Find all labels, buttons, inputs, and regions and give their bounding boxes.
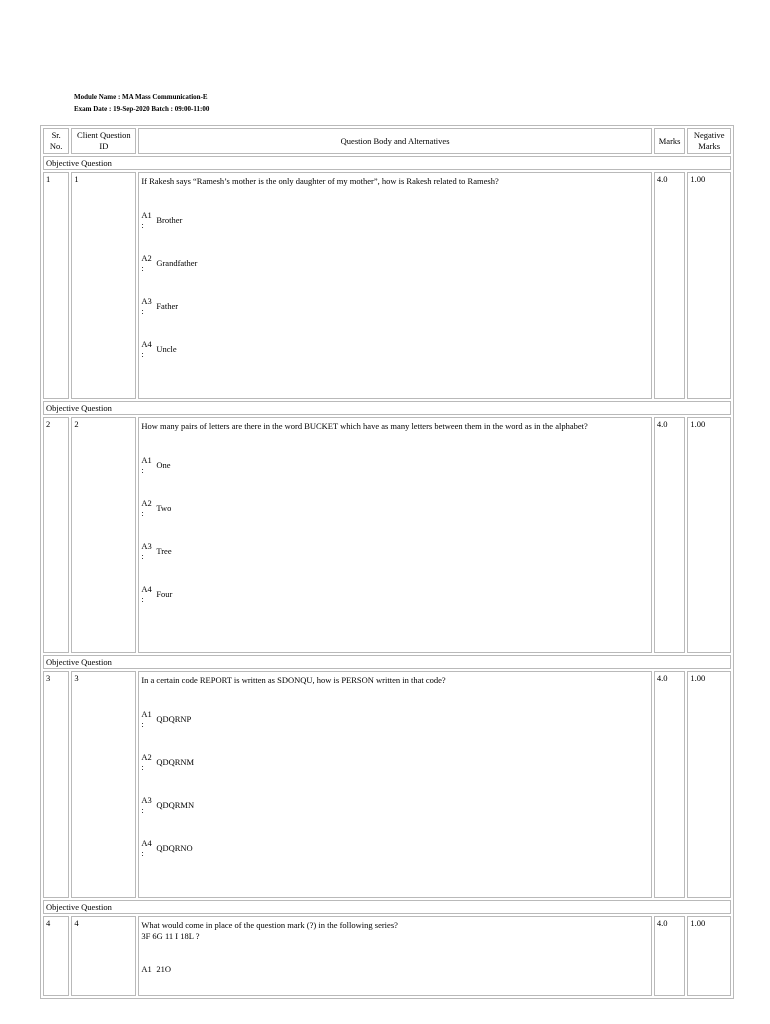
module-name: Module Name : MA Mass Communication-E — [74, 93, 208, 101]
col-negative-marks: Negative Marks — [687, 128, 731, 154]
section-label: Objective Question — [43, 655, 731, 669]
alternative-text: QDQRNO — [156, 843, 193, 853]
question-body — [138, 916, 652, 996]
question-body — [138, 172, 652, 399]
question-text: What would come in place of the question mark (?) in the following series? — [141, 920, 398, 930]
alternative: A3 : Father — [141, 296, 179, 316]
alternative — [141, 964, 649, 974]
alternative-text: QDQRMN — [156, 800, 195, 810]
alternative-tag: A3 — [141, 296, 152, 306]
alternative-tag: A1 — [141, 210, 152, 220]
alternative-tag: A2 — [141, 752, 152, 762]
alternative-text: Grandfather — [156, 258, 198, 268]
alternative-text: 21O — [156, 964, 171, 974]
alternative-text: One — [156, 460, 171, 470]
marks: 4.0 — [654, 916, 685, 996]
alternative: A4 : Uncle — [141, 339, 177, 359]
alternative: A1 : One — [141, 455, 171, 475]
alternative: A3 : QDQRMN — [141, 795, 195, 815]
negative-marks: 1.00 — [687, 417, 731, 653]
alternative-tag: A2 — [141, 253, 152, 263]
section-row — [43, 900, 731, 914]
alternative-tag: A3 — [141, 795, 152, 805]
question-series: 3F 6G 11 I 18L ? — [141, 931, 200, 941]
question-body — [138, 417, 652, 653]
alternative-tag: A2 — [141, 498, 152, 508]
alternative-text: QDQRNM — [156, 757, 195, 767]
alternative: A2 : Grandfather — [141, 253, 198, 273]
alternative-tag: A1 — [141, 964, 152, 974]
sr-no: 1 — [43, 172, 69, 399]
question-body — [138, 671, 652, 898]
alternative: A4 : Four — [141, 584, 173, 604]
negative-marks: 1.00 — [687, 172, 731, 399]
marks: 4.0 — [654, 671, 685, 898]
alternative-text: Two — [156, 503, 172, 513]
alternative-tag: A1 — [141, 455, 152, 465]
section-row — [43, 655, 731, 669]
sr-no: 3 — [43, 671, 69, 898]
exam-header — [74, 91, 209, 115]
section-row — [43, 401, 731, 415]
alternative: A2 : Two — [141, 498, 172, 518]
col-question-body: Question Body and Alternatives — [138, 128, 652, 154]
question-row — [43, 671, 731, 898]
section-label: Objective Question — [43, 401, 731, 415]
question-rows — [43, 156, 731, 996]
client-question-id: 1 — [71, 172, 136, 399]
alternative: A4 : QDQRNO — [141, 838, 193, 858]
alternative-text: Father — [156, 301, 179, 311]
alternative-tag: A3 — [141, 541, 152, 551]
negative-marks: 1.00 — [687, 671, 731, 898]
sr-no: 4 — [43, 916, 69, 996]
question-text: In a certain code REPORT is written as SDONQU, how is PERSON written in that code? — [141, 675, 446, 685]
section-label: Objective Question — [43, 156, 731, 170]
col-marks: Marks — [654, 128, 685, 154]
alternative-text: Four — [156, 589, 173, 599]
question-table — [40, 125, 734, 999]
alternative: A1 : QDQRNP — [141, 709, 192, 729]
alternative-tag: A4 — [141, 838, 152, 848]
question-text: How many pairs of letters are there in the word BUCKET which have as many letters between them in the word as in the alphabet? — [141, 421, 588, 431]
client-question-id: 2 — [71, 417, 136, 653]
section-label: Objective Question — [43, 900, 731, 914]
sr-no: 2 — [43, 417, 69, 653]
question-row — [43, 916, 731, 996]
client-question-id: 4 — [71, 916, 136, 996]
exam-date-batch: Exam Date : 19-Sep-2020 Batch : 09:00-11:00 — [74, 105, 210, 113]
alternative: A2 : QDQRNM — [141, 752, 195, 772]
alternative-text: QDQRNP — [156, 714, 192, 724]
alternative-tag: A1 — [141, 709, 152, 719]
alternative: A3 : Tree — [141, 541, 172, 561]
alternative-tag: A4 — [141, 584, 152, 594]
question-row — [43, 417, 731, 653]
question-text: If Rakesh says “Ramesh’s mother is the only daughter of my mother”, how is Rakesh related to Ramesh? — [141, 176, 499, 186]
client-question-id: 3 — [71, 671, 136, 898]
alternative-text: Tree — [156, 546, 172, 556]
alternative-text: Uncle — [156, 344, 177, 354]
alternative-text: Brother — [156, 215, 183, 225]
alternative: A1 : Brother — [141, 210, 183, 230]
question-row — [43, 172, 731, 399]
marks: 4.0 — [654, 417, 685, 653]
alternative-tag: A4 — [141, 339, 152, 349]
negative-marks: 1.00 — [687, 916, 731, 996]
col-sr-no: Sr. No. — [43, 128, 69, 154]
col-client-question-id: Client Question ID — [71, 128, 136, 154]
marks: 4.0 — [654, 172, 685, 399]
section-row — [43, 156, 731, 170]
